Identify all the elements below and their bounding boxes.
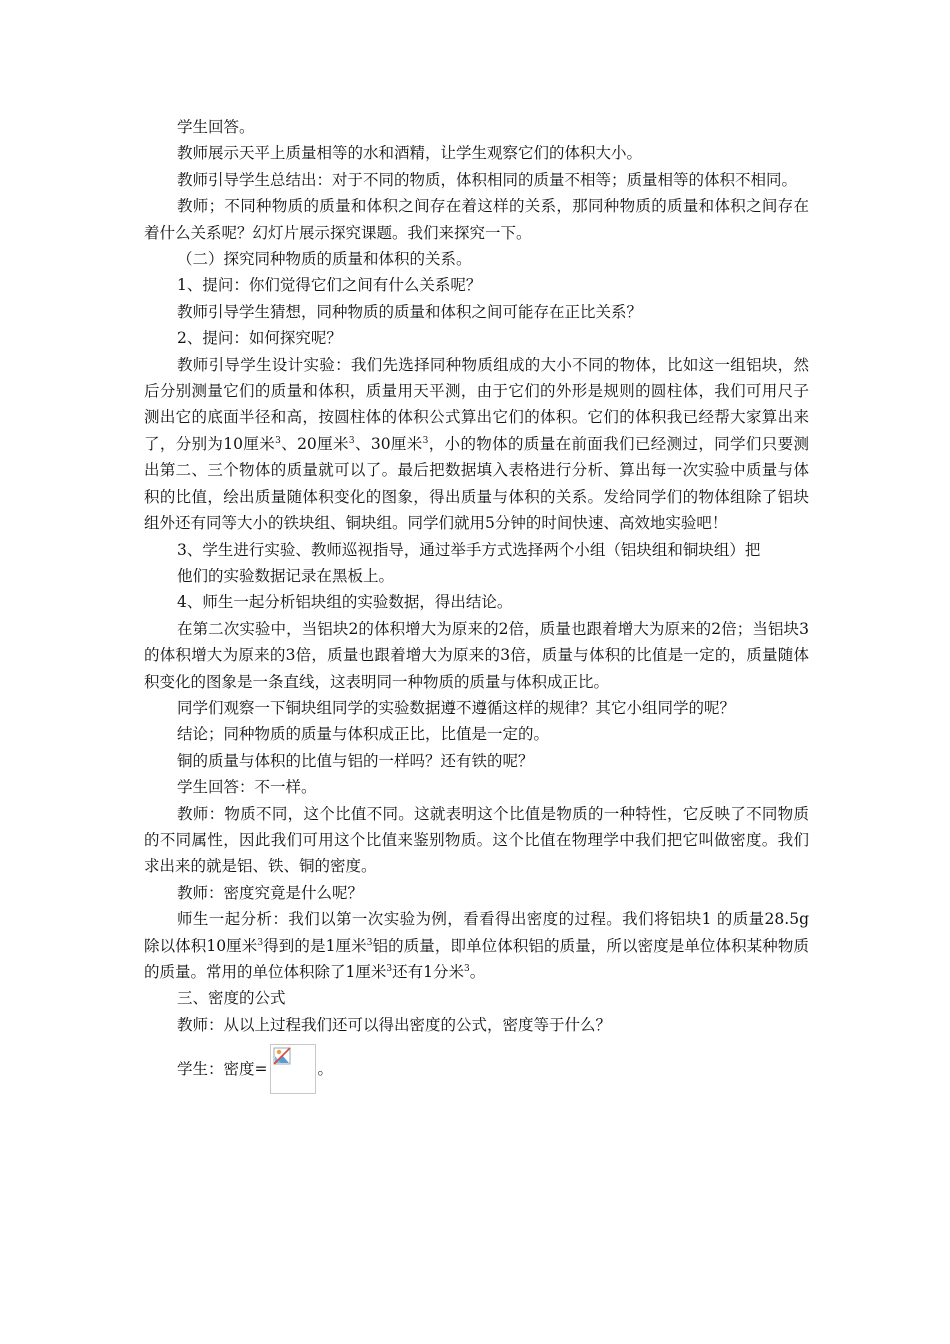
- paragraph-conclusion: 结论；同种物质的质量与体积成正比，比值是一定的。: [177, 725, 550, 744]
- student-formula-prefix: 学生：密度=: [177, 1060, 268, 1079]
- paragraph-analysis: 在第二次实验中，当铝块2的体积增大为原来的2倍，质量也跟着增大为原来的2倍；当铝块3的体积增大为原来的3倍，质量也跟着增大为原来的3倍，质量与体积的比值是一定的，质量随体积变化的图象是一条直线，这表明同一种物质的质量与体积成正比。: [144, 619, 809, 691]
- volume-1: 10厘米: [223, 434, 276, 453]
- density-text-1: 师生一起分析：我们以第一次实验为例，看看得出密度的过程。我们将铝块1 的质量28.5g除以体积10厘米: [144, 910, 809, 955]
- cube-sup: 3: [366, 937, 373, 948]
- step-1-question: 1、提问：你们觉得它们之间有什么关系呢？: [177, 276, 482, 295]
- paragraph-guess: 教师引导学生猜想，同种物质的质量和体积之间可能存在正比关系？: [177, 302, 643, 321]
- density-text-2: 得到的是1厘米: [263, 936, 367, 955]
- volume-3: 30厘米: [370, 434, 423, 453]
- volume-2: 20厘米: [297, 434, 349, 453]
- cube-sup: 3: [463, 964, 470, 974]
- step-3-line-2: 他们的实验数据记录在黑板上。: [177, 566, 395, 585]
- broken-image-icon: [273, 1047, 291, 1065]
- broken-image-placeholder: [270, 1044, 316, 1094]
- step-2-question: 2、提问：如何探究呢？: [177, 329, 342, 348]
- cube-sup: 3: [422, 435, 429, 446]
- paragraph-student-answer: 学生回答。: [177, 118, 255, 136]
- paragraph-experiment-design: [144, 352, 809, 537]
- paragraph-teacher-demo: 教师展示天平上质量相等的水和酒精，让学生观察它们的体积大小。: [177, 144, 643, 163]
- paragraph-observe: 同学们观察一下铜块组同学的实验数据遵不遵循这样的规律？其它小组同学的呢？: [177, 698, 736, 717]
- separator: 、: [354, 434, 371, 453]
- document-body: [144, 114, 809, 1094]
- cube-sup: 3: [348, 435, 355, 446]
- cube-sup: 3: [386, 964, 393, 974]
- section-heading-3: 三、密度的公式: [177, 989, 286, 1008]
- paragraph-analysis-density: [144, 906, 809, 985]
- paragraph-teacher-question-2: 教师：密度究竟是什么呢？: [177, 883, 364, 902]
- student-formula-suffix: 。: [317, 1060, 334, 1079]
- experiment-text-1: 教师引导学生设计实验：我们先选择同种物质组成的大小不同的物体，比如这一组铝块，然后分别测量它们的质量和体积，质量用天平测，由于它们的外形是规则的圆柱体，我们可用尺子测出它的底面半径和高，按圆柱体的体积公式算出它们的体积。它们的体积我已经帮大家算出来了，分别为: [144, 355, 809, 453]
- density-text-5: 。: [469, 963, 486, 981]
- cube-sup: 3: [275, 435, 281, 446]
- paragraph-teacher-density: 教师：物质不同，这个比值不同。这就表明这个比值是物质的一种特性，它反映了不同物质的不同属性，因此我们可用这个比值来鉴别物质。这个比值在物理学中我们把它叫做密度。我们求出来的就是铝、铁、铜的密度。: [144, 804, 809, 876]
- student-formula-line: [144, 1044, 809, 1094]
- paragraph-student-answer-2: 学生回答：不一样。: [177, 778, 317, 797]
- paragraph-question-copper: 铜的质量与体积的比值与铝的一样吗？还有铁的呢？: [177, 751, 534, 770]
- cube-sup: 3: [257, 937, 264, 948]
- paragraph-teacher-summary: 教师引导学生总结出：对于不同的物质，体积相同的质量不相等；质量相等的体积不相同。: [177, 170, 798, 189]
- density-text-3: 铝的质量，即单位体积铝的质量，所以密度是单位体积某种物质的质量。常用的单位体积除了1厘米: [144, 936, 809, 981]
- experiment-text-2: ，小的物体的质量在前面我们已经测过，同学们只要测出第二、三个物体的质量就可以了。最后把数据填入表格进行分析、算出每一次实验中质量与体积的比值，绘出质量随体积变化的图象，得出质量与体积的关系。发给同学们的物体组除了铝块组外还有同等大小的铁块组、铜块组。同学们就用5分钟的时间快速、高效地实验吧！: [144, 434, 809, 533]
- separator: 、: [280, 434, 298, 453]
- density-text-4: 还有1分米: [392, 963, 464, 981]
- step-3-line-1: 3、学生进行实验、教师巡视指导，通过举手方式选择两个小组（铝块组和铜块组）把: [177, 540, 761, 559]
- step-4: 4、师生一起分析铝块组的实验数据，得出结论。: [177, 593, 513, 612]
- section-heading-2: （二）探究同种物质的质量和体积的关系。: [177, 250, 472, 269]
- paragraph-teacher-question: 教师；不同种物质的质量和体积之间存在着这样的关系，那同种物质的质量和体积之间存在着什么关系呢？幻灯片展示探究课题。我们来探究一下。: [144, 197, 809, 242]
- paragraph-teacher-formula: 教师：从以上过程我们还可以得出密度的公式，密度等于什么？: [177, 1015, 612, 1034]
